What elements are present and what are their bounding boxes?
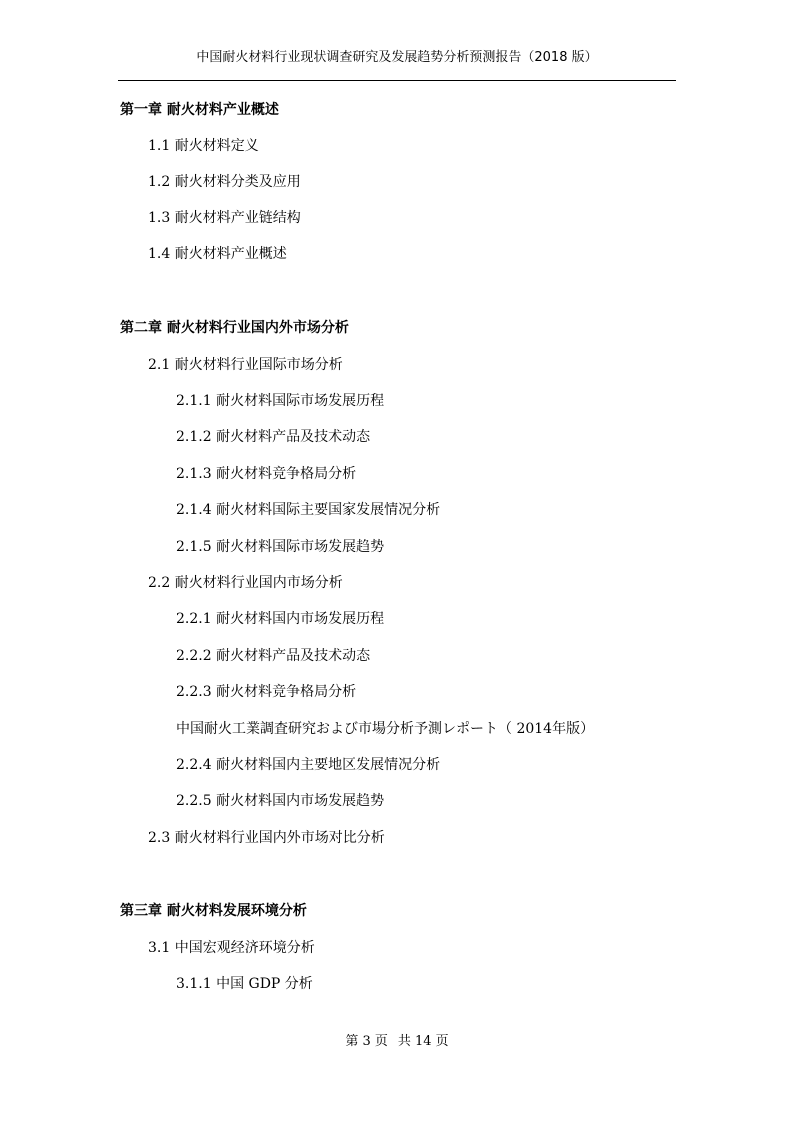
toc-item-2-1-3: 2.1.3 耐火材料竞争格局分析 [176,466,357,482]
page-footer [0,1032,794,1052]
page-number: 第 3 页 [345,1034,388,1049]
toc-chapter-1: 第一章 耐火材料产业概述 [120,102,279,118]
toc-item-3-1-1: 3.1.1 中国 GDP 分析 [176,976,313,992]
toc-chapter-2: 第二章 耐火材料行业国内外市场分析 [120,320,349,336]
toc-item-2-2-3: 2.2.3 耐火材料竞争格局分析 [176,684,357,700]
toc-item-3-1: 3.1 中国宏观经济环境分析 [148,940,315,956]
toc-item-1-4: 1.4 耐火材料产业概述 [148,246,287,262]
toc-item-1-1: 1.1 耐火材料定义 [148,138,259,154]
toc-item-2-2-1: 2.2.1 耐火材料国内市场发展历程 [176,611,385,627]
toc-item-1-2: 1.2 耐火材料分类及应用 [148,174,301,190]
toc-item-2-2-5: 2.2.5 耐火材料国内市场发展趋势 [176,793,385,809]
toc-japanese-title: 中国耐火工業調査研究および市場分析予測レポート（ 2014年版） [176,721,595,737]
toc-item-2-2: 2.2 耐火材料行业国内市场分析 [148,575,343,591]
header-divider [118,80,676,81]
toc-item-2-1-4: 2.1.4 耐火材料国际主要国家发展情况分析 [176,502,441,518]
toc-item-2-1-1: 2.1.1 耐火材料国际市场发展历程 [176,393,385,409]
running-header: 中国耐火材料行业现状调查研究及发展趋势分析预测报告（2018 版） [196,50,598,65]
toc-item-2-2-4: 2.2.4 耐火材料国内主要地区发展情况分析 [176,757,441,773]
toc-item-2-2-2: 2.2.2 耐火材料产品及技术动态 [176,648,371,664]
toc-item-2-1-5: 2.1.5 耐火材料国际市场发展趋势 [176,539,385,555]
toc-chapter-3: 第三章 耐火材料发展环境分析 [120,903,307,919]
toc-item-1-3: 1.3 耐火材料产业链结构 [148,210,301,226]
toc-item-2-1-2: 2.1.2 耐火材料产品及技术动态 [176,429,371,445]
toc-item-2-1: 2.1 耐火材料行业国际市场分析 [148,357,343,373]
page-total: 共 14 页 [397,1034,449,1049]
toc-item-2-3: 2.3 耐火材料行业国内外市场对比分析 [148,830,385,846]
